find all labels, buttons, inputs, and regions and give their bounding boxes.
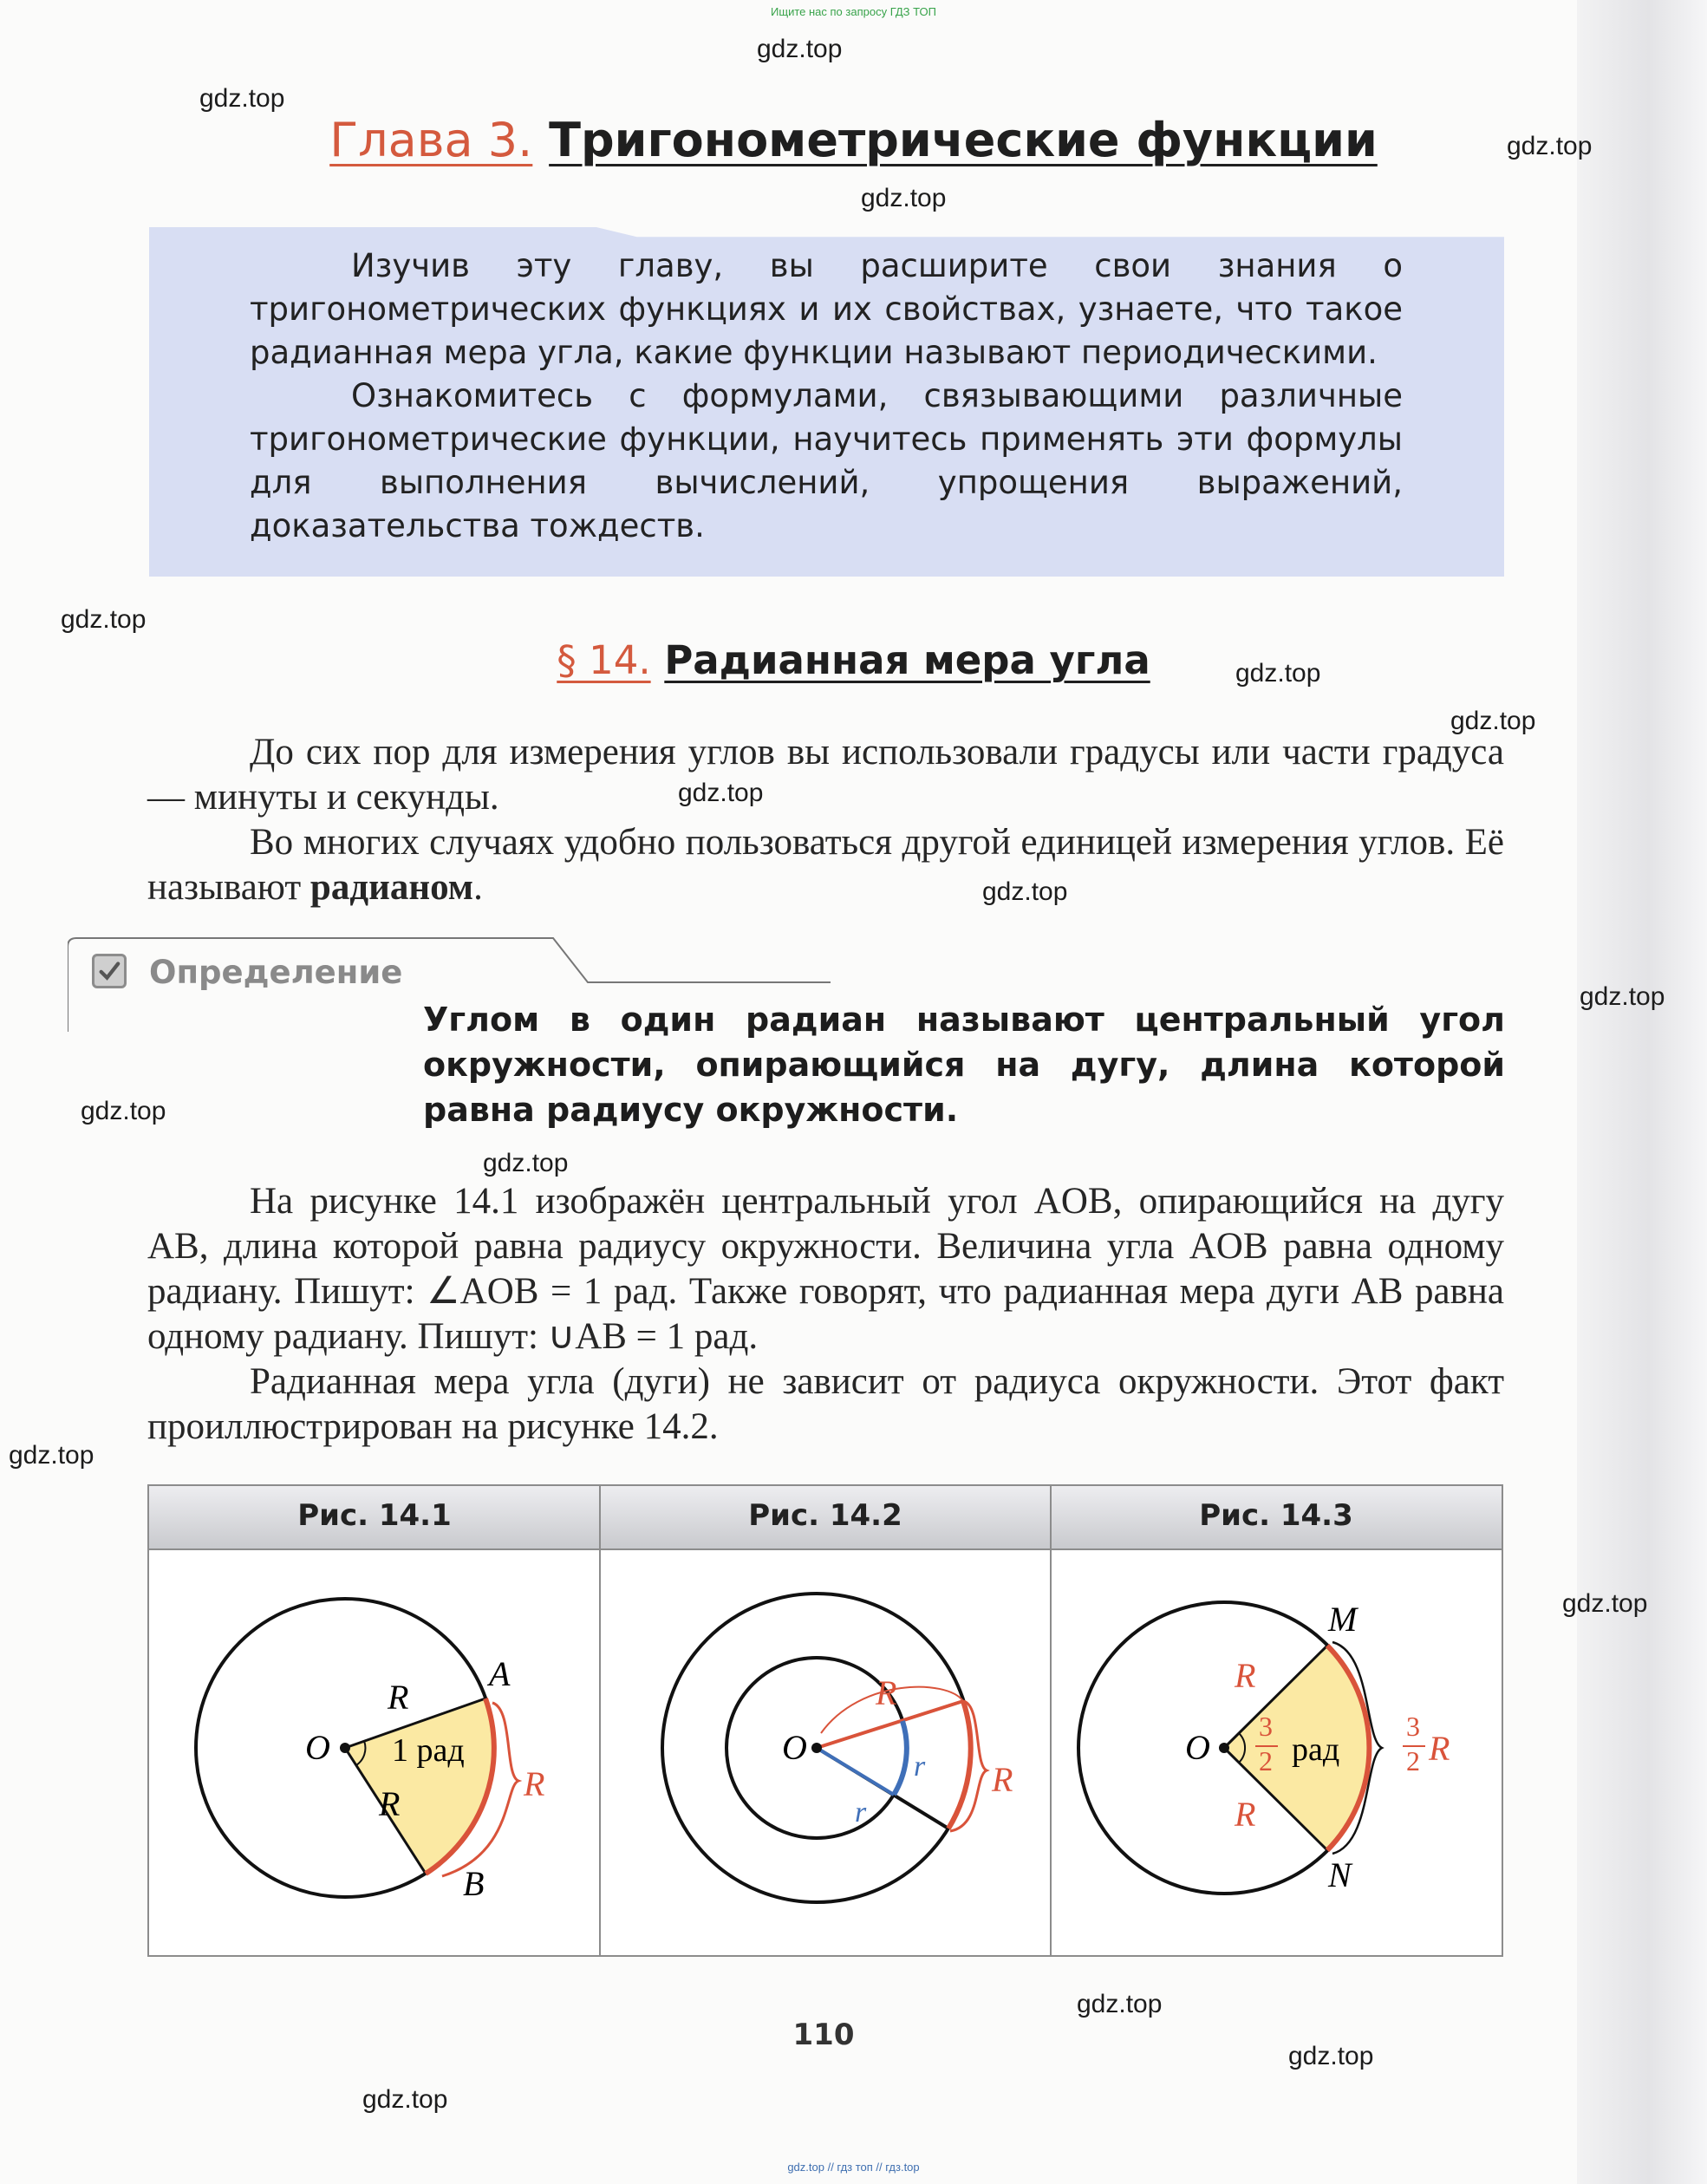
- chapter-number: Глава 3.: [329, 113, 533, 167]
- label-r-arc: R: [524, 1764, 545, 1803]
- center-point: [1219, 1743, 1229, 1753]
- label-r-arc: R: [992, 1760, 1013, 1799]
- body-text-main: [147, 1179, 1504, 1450]
- figure-14-3: [1051, 1548, 1503, 1956]
- paragraph: Радианная мера угла (дуги) не зависит от радиуса окружности. Этот факт проиллюстрирован на рисунке 14.2.: [147, 1361, 1504, 1447]
- sector: [345, 1698, 494, 1874]
- intro-paragraph: Ознакомитесь с формулами, связывающими различные тригонометрические функции, научитесь применять эти формулы для выполнения вычислений, упрощения выражений, доказательства тождеств.: [250, 377, 1403, 544]
- definition-text: Углом в один радиан называют центральный угол окружности, опирающийся на дугу, длина которой равна радиусу окружности.: [423, 1001, 1505, 1129]
- paragraph: На рисунке 14.1 изображён центральный угол AOB, опирающийся на дугу AB, длина которой равна радиусу окружности. Величина угла AOB равна одному радиану. Пишут: ∠AOB = 1 рад. Также говорят, что радианная мера дуги AB равна одному радиану. Пишут: ∪AB = 1 рад.: [147, 1181, 1504, 1357]
- watermark: gdz.top: [9, 1441, 94, 1470]
- section-name: Радианная мера угла: [664, 637, 1150, 683]
- angle-label: 1 рад: [392, 1732, 465, 1769]
- intro-text: [250, 244, 1403, 548]
- paragraph-text: Во многих случаях удобно пользоваться другой единицей измерения углов. Её называют: [147, 822, 1504, 908]
- definition-label: Определение: [149, 954, 403, 991]
- label-n: N: [1328, 1855, 1352, 1894]
- center-point: [340, 1743, 350, 1753]
- label-o: O: [1185, 1728, 1210, 1767]
- label-r: R: [876, 1673, 897, 1712]
- label-small-r: r: [914, 1750, 926, 1783]
- figure-14-1: [149, 1548, 599, 1956]
- label-o: O: [305, 1728, 330, 1767]
- label-r: R: [379, 1784, 401, 1823]
- label-r: R: [388, 1678, 409, 1717]
- paragraph: До сих пор для измерения углов вы использовали градусы или части градуса — минуты и секунды.: [147, 732, 1504, 818]
- label-small-r: r: [855, 1796, 867, 1829]
- figure-caption: Рис. 14.2: [748, 1498, 902, 1533]
- bottom-note: gdz.top // гдз топ // гдз.top: [787, 2161, 920, 2174]
- figure-caption: Рис. 14.1: [297, 1498, 452, 1533]
- frac-den: 2: [1406, 1745, 1420, 1777]
- frac-num: 3: [1406, 1711, 1420, 1742]
- checkbox-icon: [92, 954, 127, 988]
- inner-arc: [894, 1721, 907, 1795]
- label-o: O: [782, 1728, 807, 1767]
- term-radian: радианом: [309, 867, 474, 908]
- page-edge-shadow: [1577, 0, 1707, 2184]
- watermark: gdz.top: [1450, 707, 1536, 735]
- body-text-intro: [147, 730, 1504, 910]
- watermark: gdz.top: [678, 779, 764, 807]
- outer-arc: [948, 1701, 971, 1829]
- watermark: gdz.top: [1077, 1990, 1163, 2018]
- section-number: § 14.: [557, 637, 651, 683]
- watermark: gdz.top: [483, 1149, 569, 1177]
- label-r: R: [1235, 1795, 1256, 1834]
- watermark: gdz.top: [1580, 982, 1665, 1011]
- inner-radius: [817, 1748, 894, 1795]
- top-note: Ищите нас по запросу ГДЗ ТОП: [771, 5, 936, 18]
- unit-label: рад: [1292, 1731, 1340, 1768]
- chapter-name: Тригонометрические функции: [549, 113, 1378, 167]
- watermark: gdz.top: [81, 1097, 166, 1125]
- watermark: gdz.top: [1507, 132, 1593, 160]
- section-title: [0, 637, 1707, 683]
- watermark: gdz.top: [861, 184, 947, 212]
- figure-caption: Рис. 14.3: [1199, 1498, 1353, 1533]
- watermark: gdz.top: [1235, 659, 1321, 688]
- figure-14-2: [600, 1548, 1050, 1956]
- watermark: gdz.top: [757, 35, 843, 63]
- label-m: M: [1328, 1600, 1358, 1639]
- chapter-title: [0, 113, 1707, 167]
- watermark: gdz.top: [362, 2085, 448, 2114]
- label-a: A: [489, 1654, 511, 1693]
- watermark: gdz.top: [1288, 2042, 1374, 2070]
- paragraph: [147, 820, 1504, 910]
- page-number: 110: [792, 2018, 855, 2052]
- figures-table: [147, 1484, 1503, 1957]
- watermark: gdz.top: [61, 605, 147, 634]
- paragraph-text: .: [473, 867, 483, 908]
- frac-den: 2: [1259, 1745, 1273, 1777]
- label-b: B: [463, 1864, 485, 1903]
- label-r-arc: R: [1429, 1729, 1450, 1768]
- watermark: gdz.top: [982, 877, 1068, 906]
- label-r: R: [1235, 1656, 1256, 1695]
- frac-num: 3: [1259, 1711, 1273, 1742]
- watermark: gdz.top: [1562, 1589, 1648, 1618]
- watermark: gdz.top: [199, 84, 285, 113]
- center-point: [811, 1743, 822, 1753]
- intro-paragraph: Изучив эту главу, вы расширите свои знания о тригонометрических функциях и их свойствах, узнаете, что такое радианная мера угла, какие функции называют периодическими.: [250, 247, 1403, 371]
